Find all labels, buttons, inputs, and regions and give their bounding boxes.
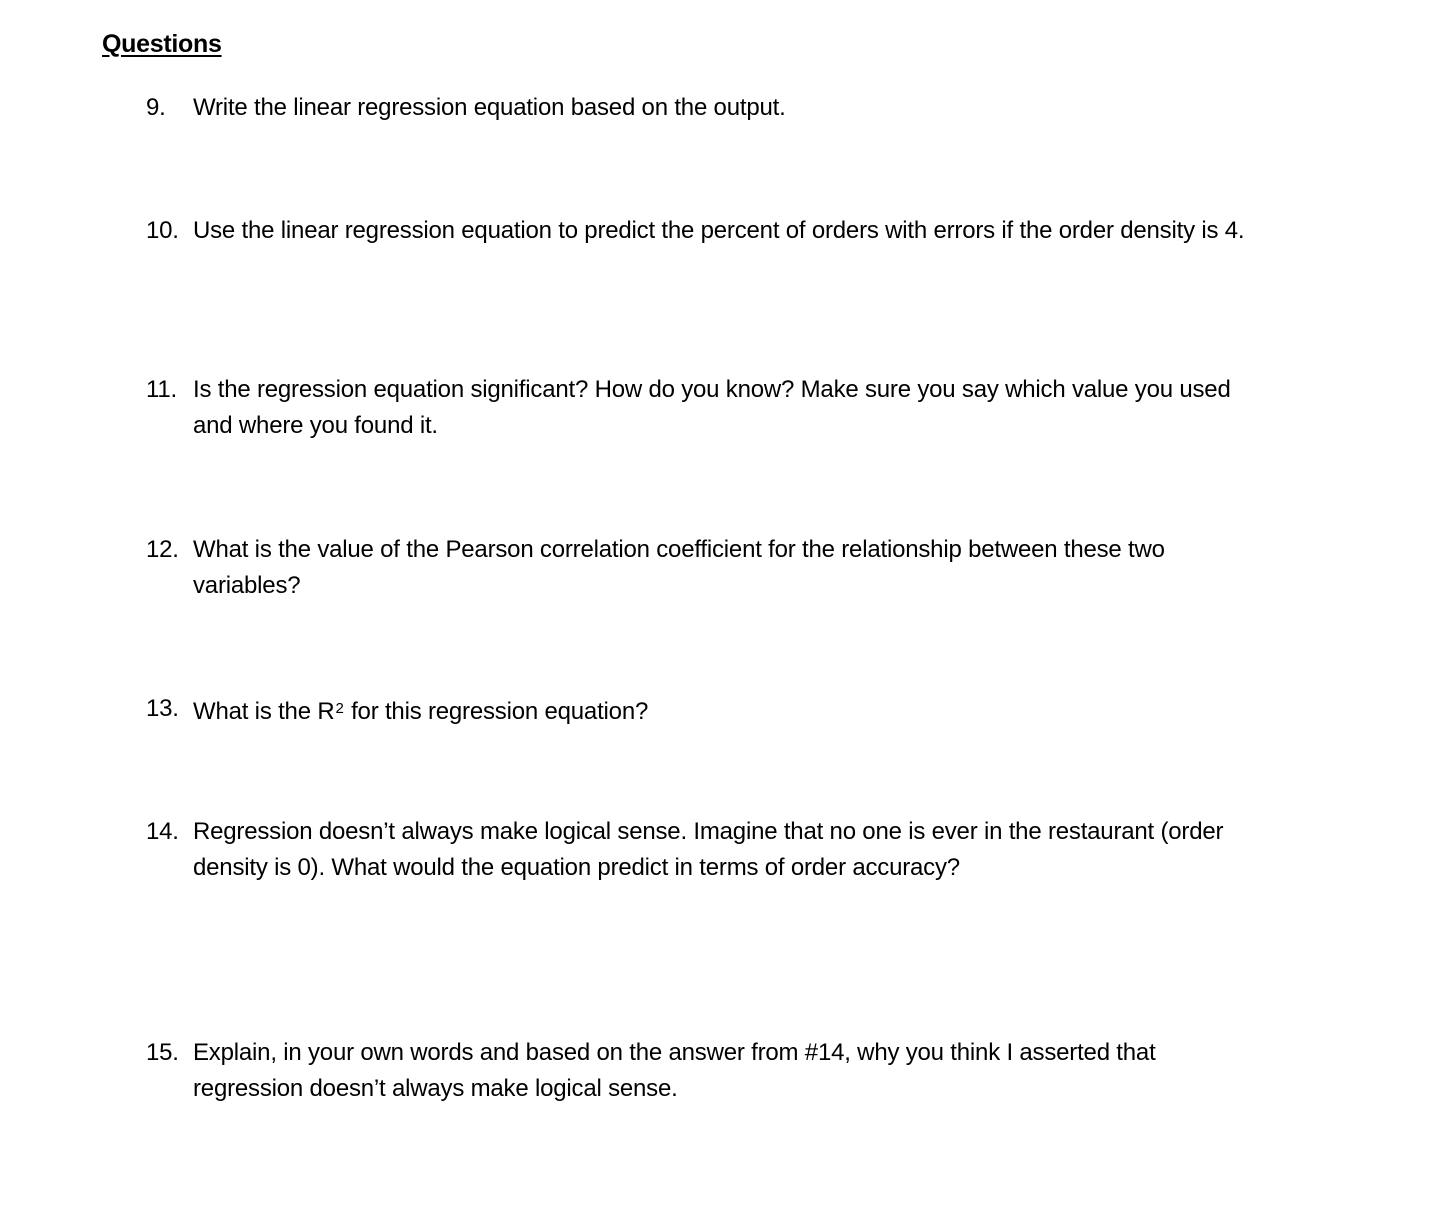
question-text-part: What is the R [193,698,335,725]
question-number: 9. [146,94,166,121]
question-number: 15. [146,1039,179,1066]
question-9 [146,90,1266,126]
question-number: 10. [146,217,179,244]
question-15 [146,1035,1266,1107]
question-text: Explain, in your own words and based on the answer from #14, why you think I asserted that regression doesn’t always make logical sense. [193,1039,1156,1102]
question-12 [146,532,1266,604]
superscript: 2 [335,700,344,717]
question-text-part: for this regression equation? [344,698,649,725]
question-text: Is the regression equation significant? How do you know? Make sure you say which value you used and where you found it. [193,376,1231,439]
question-number: 12. [146,536,179,563]
question-number: 14. [146,818,179,845]
question-text: Use the linear regression equation to predict the percent of orders with errors if the order density is 4. [193,217,1245,244]
section-heading: Questions [102,30,222,58]
question-text: What is the value of the Pearson correlation coefficient for the relationship between these two variables? [193,536,1165,599]
question-text: Regression doesn’t always make logical sense. Imagine that no one is ever in the restaurant (order density is 0). What would the equation predict in terms of order accuracy? [193,818,1224,881]
question-14 [146,814,1266,886]
question-number: 11. [146,376,177,403]
question-11 [146,372,1266,444]
question-10 [146,213,1266,249]
question-13 [146,691,1266,730]
question-text [193,691,1266,730]
question-text: Write the linear regression equation based on the output. [193,94,786,121]
question-number: 13. [146,695,179,722]
